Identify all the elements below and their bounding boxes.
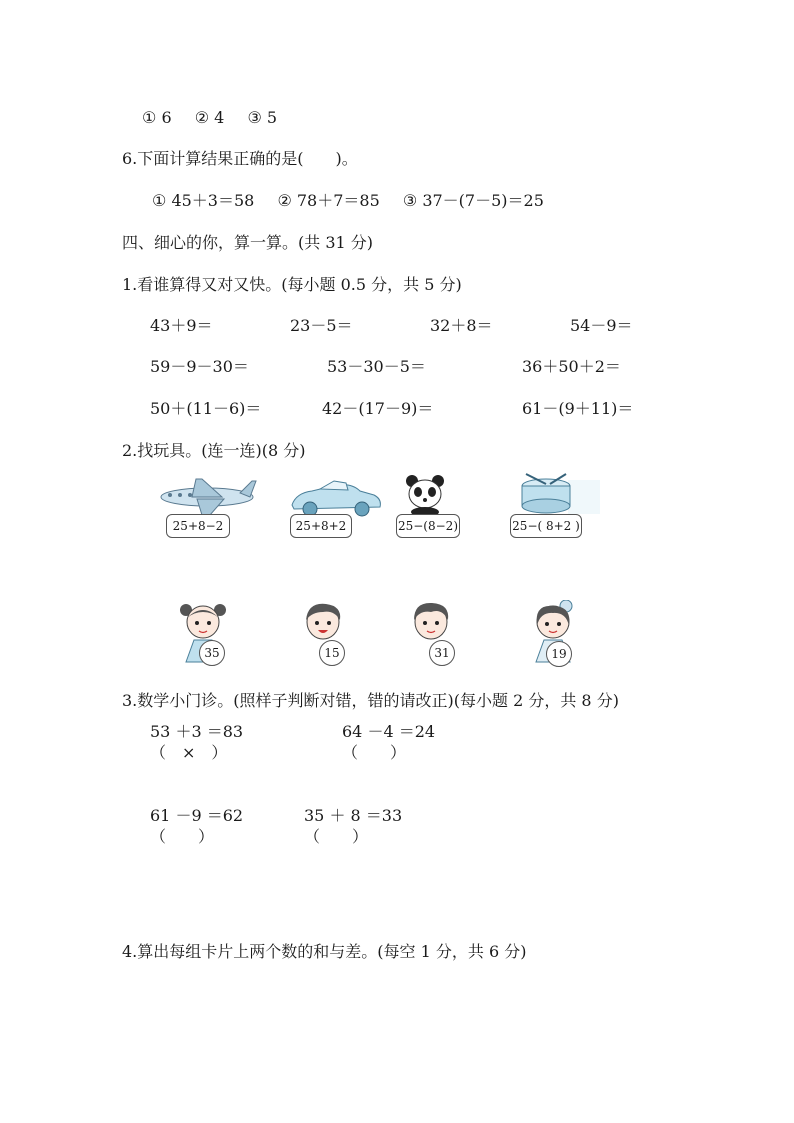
- s1-eq: 42－(17－9)＝: [322, 399, 434, 418]
- panda-icon: [400, 472, 450, 516]
- kid-number: 31: [429, 640, 455, 666]
- s1-eq: 53－30－5＝: [327, 357, 426, 376]
- s1-eq: 61－(9＋11)＝: [522, 399, 634, 418]
- s4-title: 4.算出每组卡片上两个数的和与差。(每空 1 分，共 6 分): [122, 942, 527, 961]
- s1-eq: 32＋8＝: [430, 316, 493, 335]
- drum-icon: [506, 472, 602, 520]
- toy-card-car: 25+8+2: [290, 514, 352, 538]
- s3-equation: 53 ＋3 ＝83: [150, 722, 244, 741]
- s1-eq: 50＋(11－6)＝: [150, 399, 262, 418]
- s2-title: 2.找玩具。(连一连)(8 分): [122, 441, 306, 460]
- s1-eq: 59－9－30＝: [150, 357, 249, 376]
- s3-equation: 35 ＋ 8 ＝33: [304, 806, 403, 825]
- q6-option-2: ② 78＋7＝85: [277, 191, 380, 210]
- s3-judgement[interactable]: （ ）: [342, 743, 407, 762]
- s1-eq: 36＋50＋2＝: [522, 357, 621, 376]
- q5-option-2: ② 4: [194, 108, 225, 127]
- section4-title: 四、细心的你，算一算。(共 31 分): [122, 233, 374, 252]
- toy-card-panda: 25−(8−2): [396, 514, 460, 538]
- q6-option-1: ① 45＋3＝58: [152, 191, 255, 210]
- q6-option-3: ③ 37－(7－5)＝25: [402, 191, 544, 210]
- kid-number: 35: [199, 640, 225, 666]
- toy-card-drum: 25−( 8+2 ): [510, 514, 582, 538]
- q5-option-3: ③ 5: [247, 108, 278, 127]
- s3-equation: 61 －9 ＝62: [150, 806, 244, 825]
- s3-judgement: （ × ）: [150, 743, 228, 762]
- q6-options: [152, 191, 562, 211]
- s3-judgement[interactable]: （ ）: [304, 827, 369, 846]
- s1-title: 1.看谁算得又对又快。(每小题 0.5 分，共 5 分): [122, 275, 462, 294]
- q5-options: [142, 108, 295, 128]
- s3-title: 3.数学小门诊。(照样子判断对错，错的请改正)(每小题 2 分，共 8 分): [122, 691, 619, 710]
- s1-eq: 23－5＝: [290, 316, 353, 335]
- kid-number: 19: [546, 641, 572, 667]
- q6-question: 6.下面计算结果正确的是( )。: [122, 149, 358, 168]
- q5-option-1: ① 6: [142, 108, 172, 127]
- s3-judgement[interactable]: （ ）: [150, 827, 215, 846]
- toy-card-airplane: 25+8−2: [166, 514, 230, 538]
- s1-eq: 54－9＝: [570, 316, 633, 335]
- s1-eq: 43＋9＝: [150, 316, 213, 335]
- s3-equation: 64 －4 ＝24: [342, 722, 436, 741]
- kid-number: 15: [319, 640, 345, 666]
